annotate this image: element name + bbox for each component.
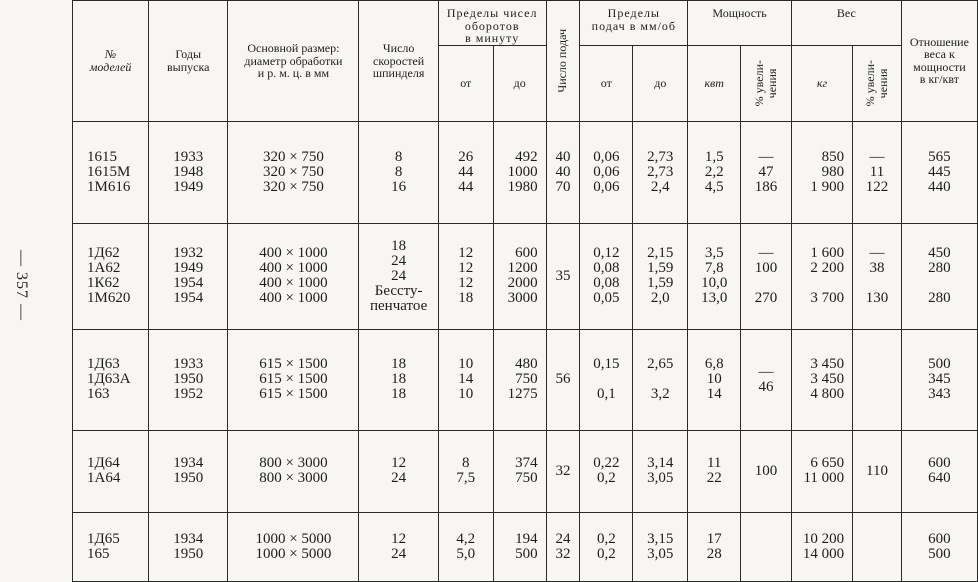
power-pct-cell: — 47 186 — [741, 121, 792, 223]
power-pct-cell: — 46 — [741, 329, 792, 430]
ratio-cell: 500 345 343 — [901, 329, 977, 430]
power-cell: 6,8 10 14 — [688, 329, 741, 430]
feed-to-cell: 3,14 3,05 — [633, 430, 688, 512]
table-row — [73, 430, 978, 512]
size-cell: 1000 × 5000 1000 × 5000 — [228, 512, 359, 581]
feeds-cell: 24 32 — [546, 512, 580, 581]
rpm-from-cell: 8 7,5 — [438, 430, 493, 512]
feeds-cell: 35 — [546, 223, 580, 329]
feeds-cell: 40 40 70 — [546, 121, 580, 223]
header-feeds-count: Число подач — [546, 1, 580, 122]
weight-cell: 850 980 1 900 — [791, 121, 852, 223]
header-speeds: Число скоростей шпинделя — [359, 1, 438, 122]
size-cell: 400 × 1000 400 × 1000 400 × 1000 400 × 1000 — [228, 223, 359, 329]
weight-cell: 10 200 14 000 — [791, 512, 852, 581]
power-pct-cell: — 100 270 — [741, 223, 792, 329]
header-feed-to: до — [633, 45, 688, 121]
header-power: Мощность — [688, 1, 792, 46]
rpm-from-cell: 12 12 12 18 — [438, 223, 493, 329]
years-cell: 1934 1950 — [149, 512, 228, 581]
years-cell: 1932 1949 1954 1954 — [149, 223, 228, 329]
header-power-pct: % увели- чения — [741, 45, 792, 121]
header-feed-from: от — [580, 45, 633, 121]
table-row — [73, 121, 978, 223]
feed-to-cell: 2,73 2,73 2,4 — [633, 121, 688, 223]
table-row — [73, 329, 978, 430]
models-cell: 1Д65 165 — [73, 512, 149, 581]
power-cell: 3,5 7,8 10,0 13,0 — [688, 223, 741, 329]
feed-from-cell: 0,06 0,06 0,06 — [580, 121, 633, 223]
speeds-cell: 12 24 — [359, 512, 438, 581]
rpm-from-cell: 26 44 44 — [438, 121, 493, 223]
speeds-cell: 12 24 — [359, 430, 438, 512]
size-cell: 320 × 750 320 × 750 320 × 750 — [228, 121, 359, 223]
header-weight: Вес — [791, 1, 901, 46]
rpm-to-cell: 480 750 1275 — [493, 329, 546, 430]
size-cell: 615 × 1500 615 × 1500 615 × 1500 — [228, 329, 359, 430]
rpm-from-cell: 10 14 10 — [438, 329, 493, 430]
feeds-cell: 56 — [546, 329, 580, 430]
weight-pct-cell: — 11 122 — [853, 121, 902, 223]
weight-pct-cell — [853, 512, 902, 581]
page-number: — 357 — — [13, 250, 30, 321]
feed-to-cell: 2,65 3,2 — [633, 329, 688, 430]
models-cell: 1Д64 1А64 — [73, 430, 149, 512]
rpm-to-cell: 492 1000 1980 — [493, 121, 546, 223]
ratio-cell: 565 445 440 — [901, 121, 977, 223]
ratio-cell: 600 640 — [901, 430, 977, 512]
models-cell: 1Д62 1А62 1К62 1М620 — [73, 223, 149, 329]
ratio-cell: 450 280 280 — [901, 223, 977, 329]
weight-pct-cell: 110 — [853, 430, 902, 512]
weight-cell: 3 450 3 450 4 800 — [791, 329, 852, 430]
rpm-to-cell: 600 1200 2000 3000 — [493, 223, 546, 329]
power-cell: 1,5 2,2 4,5 — [688, 121, 741, 223]
feed-from-cell: 0,2 0,2 — [580, 512, 633, 581]
header-model: № моделей — [73, 1, 149, 122]
years-cell: 1933 1948 1949 — [149, 121, 228, 223]
weight-cell: 6 650 11 000 — [791, 430, 852, 512]
feed-from-cell: 0,12 0,08 0,08 0,05 — [580, 223, 633, 329]
power-cell: 11 22 — [688, 430, 741, 512]
header-years: Годы выпуска — [149, 1, 228, 122]
weight-pct-cell — [853, 329, 902, 430]
lathe-specifications-table — [72, 0, 978, 582]
header-weight-pct: % увели- чения — [853, 45, 902, 121]
size-cell: 800 × 3000 800 × 3000 — [228, 430, 359, 512]
header-rpm-to: до — [493, 45, 546, 121]
models-cell: 1Д63 1Д63А 163 — [73, 329, 149, 430]
table-row — [73, 223, 978, 329]
years-cell: 1934 1950 — [149, 430, 228, 512]
power-cell: 17 28 — [688, 512, 741, 581]
years-cell: 1933 1950 1952 — [149, 329, 228, 430]
table-row — [73, 512, 978, 581]
feeds-cell: 32 — [546, 430, 580, 512]
weight-cell: 1 600 2 200 3 700 — [791, 223, 852, 329]
power-pct-cell — [741, 512, 792, 581]
models-cell: 1615 1615М 1М616 — [73, 121, 149, 223]
power-pct-cell: 100 — [741, 430, 792, 512]
header-ratio: Отношение веса к мощности в кг/квт — [901, 1, 977, 122]
header-rpm-from: от — [438, 45, 493, 121]
ratio-cell: 600 500 — [901, 512, 977, 581]
header-rpm: Пределы чисел оборотов в минуту — [438, 1, 546, 46]
header-weight-kg: кг — [791, 45, 852, 121]
feed-to-cell: 3,15 3,05 — [633, 512, 688, 581]
feed-to-cell: 2,15 1,59 1,59 2,0 — [633, 223, 688, 329]
rpm-from-cell: 4,2 5,0 — [438, 512, 493, 581]
speeds-cell: 18 24 24 Бессту- пенчатое — [359, 223, 438, 329]
feed-from-cell: 0,22 0,2 — [580, 430, 633, 512]
rpm-to-cell: 374 750 — [493, 430, 546, 512]
weight-pct-cell: — 38 130 — [853, 223, 902, 329]
speeds-cell: 8 8 16 — [359, 121, 438, 223]
header-size: Основной размер: диаметр обработки и р. м. ц. в мм — [228, 1, 359, 122]
feed-from-cell: 0,15 0,1 — [580, 329, 633, 430]
header-feed-limits: Пределы подач в мм/об — [580, 1, 688, 46]
speeds-cell: 18 18 18 — [359, 329, 438, 430]
header-power-kw: квт — [688, 45, 741, 121]
rpm-to-cell: 194 500 — [493, 512, 546, 581]
